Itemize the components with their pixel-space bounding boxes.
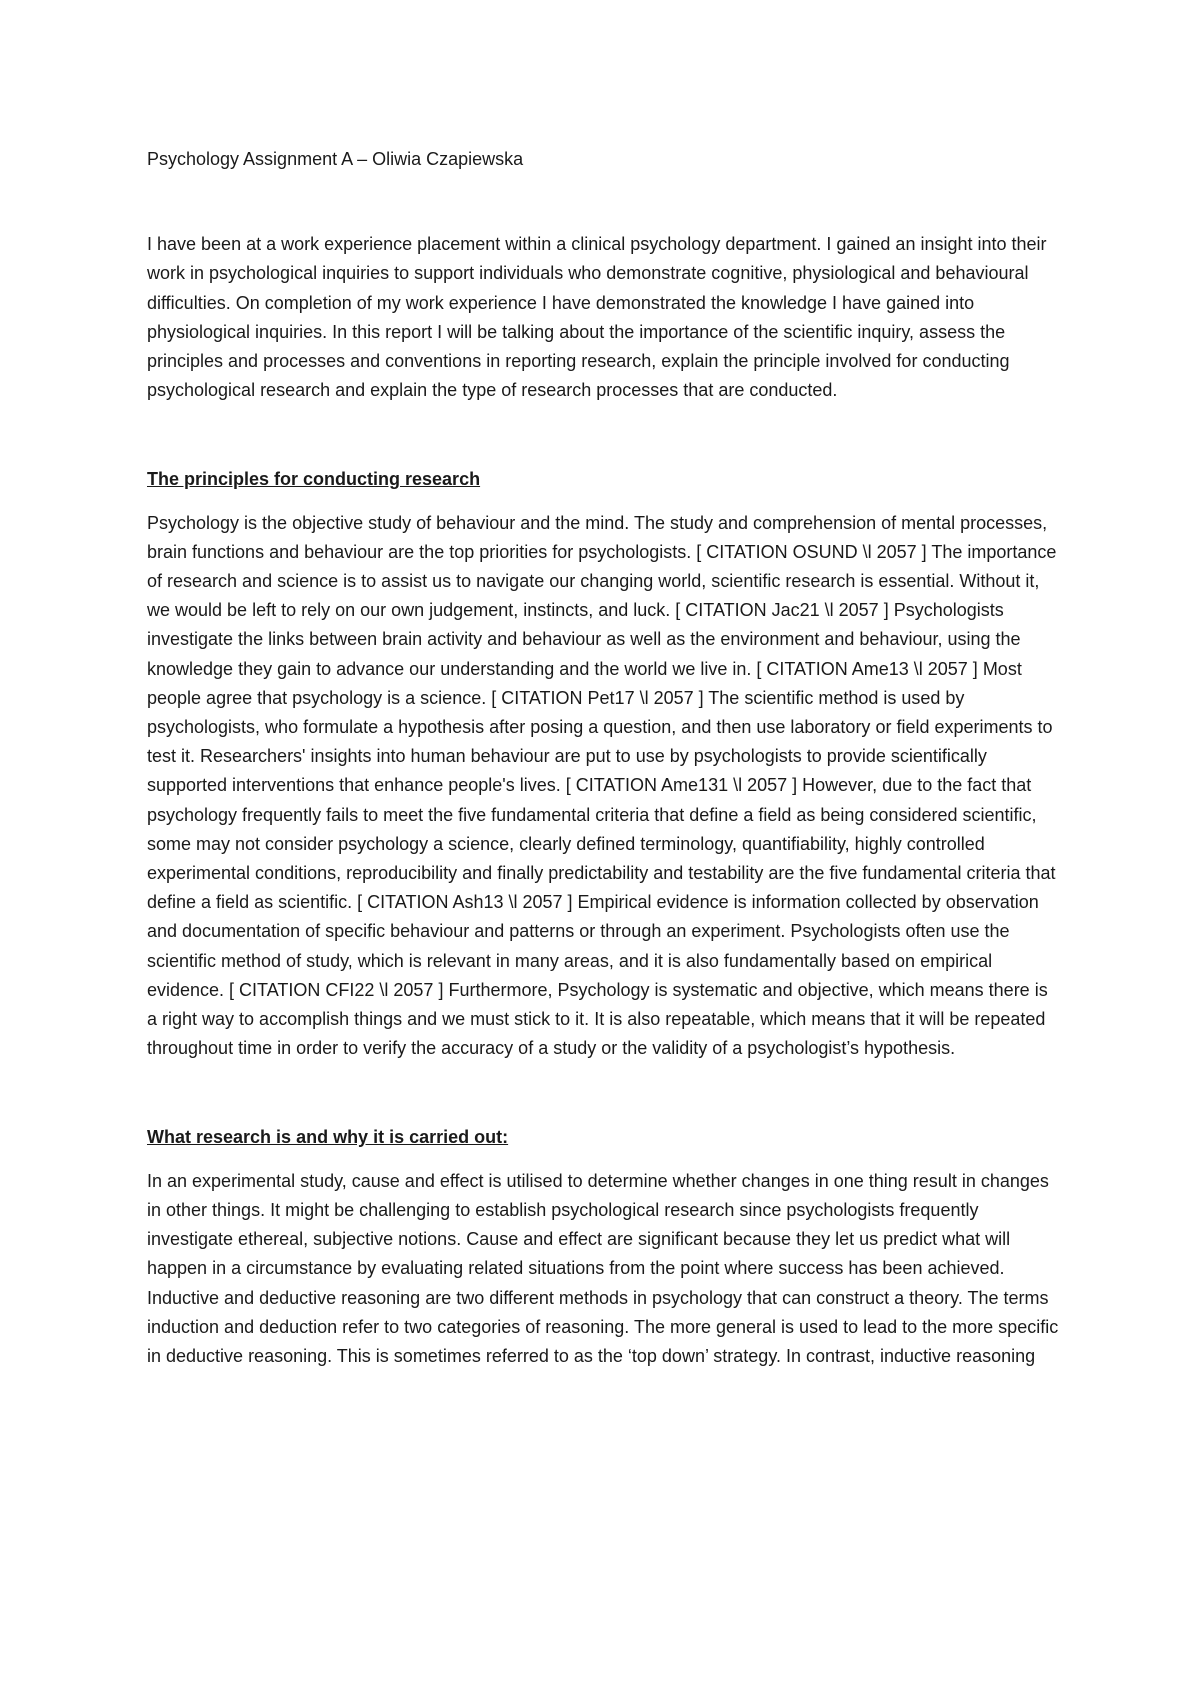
section-heading-principles: The principles for conducting research: [147, 469, 481, 490]
section-body-principles: Psychology is the objective study of behaviour and the mind. The study and comprehension of mental processes, brain functions and behaviour are the top priorities for psychologists. [ CITATION OSUND \l 2057 ] The importance of research and science is to assist us to navigate our changing world, scientific research is essential. Without it, we would be left to rely on our own judgement, instincts, and luck. [ CITATION Jac21 \l 2057 ] Psychologists investigate the links between brain activity and behaviour as well as the environment and behaviour, using the knowledge they gain to advance our understanding and the world we live in. [ CITATION Ame13 \l 2057 ] Most people agree that psychology is a science. [ CITATION Pet17 \l 2057 ] The scientific method is used by psychologists, who formulate a hypothesis after posing a question, and then use laboratory or field experiments to test it. Researchers' insights into human behaviour are put to use by psychologists to provide scientifically supported interventions that enhance people's lives. [ CITATION Ame131 \l 2057 ] However, due to the fact that psychology frequently fails to meet the five fundamental criteria that define a field as being considered scientific, some may not consider psychology a science, clearly defined terminology, quantifiability, highly controlled experimental conditions, reproducibility and finally predictability and testability are the five fundamental criteria that define a field as scientific. [ CITATION Ash13 \l 2057 ] Empirical evidence is information collected by observation and documentation of specific behaviour and patterns or through an experiment. Psychologists often use the scientific method of study, which is relevant in many areas, and it is also fundamentally based on empirical evidence. [ CITATION CFI22 \l 2057 ] Furthermore, Psychology is systematic and objective, which means there is a right way to accomplish things and we must stick to it. It is also repeatable, which means that it will be repeated throughout time in order to verify the accuracy of a study or the validity of a psychologist’s hypothesis.: [147, 512, 1057, 1059]
section-heading-what-research-is: What research is and why it is carried out:: [147, 1127, 509, 1148]
section-body-what-research-is: In an experimental study, cause and effect is utilised to determine whether changes in one thing result in changes in other things. It might be challenging to establish psychological research since psychologists frequently investigate ethereal, subjective notions. Cause and effect are significant because they let us predict what will happen in a circumstance by evaluating related situations from the point where success has been achieved. Inductive and deductive reasoning are two different methods in psychology that can construct a theory. The terms induction and deduction refer to two categories of reasoning. The more general is used to lead to the more specific in deductive reasoning. This is sometimes referred to as the ‘top down’ strategy. In contrast, inductive reasoning: [147, 1170, 1059, 1366]
document-content: [147, 145, 1062, 1371]
intro-paragraph: I have been at a work experience placement within a clinical psychology department. I gained an insight into their work in psychological inquiries to support individuals who demonstrate cognitive, physiological and behavioural difficulties. On completion of my work experience I have demonstrated the knowledge I have gained into physiological inquiries. In this report I will be talking about the importance of the scientific inquiry, assess the principles and processes and conventions in reporting research, explain the principle involved for conducting psychological research and explain the type of research processes that are conducted.: [147, 234, 1047, 401]
document-title: Psychology Assignment A – Oliwia Czapiewska: [147, 149, 524, 169]
